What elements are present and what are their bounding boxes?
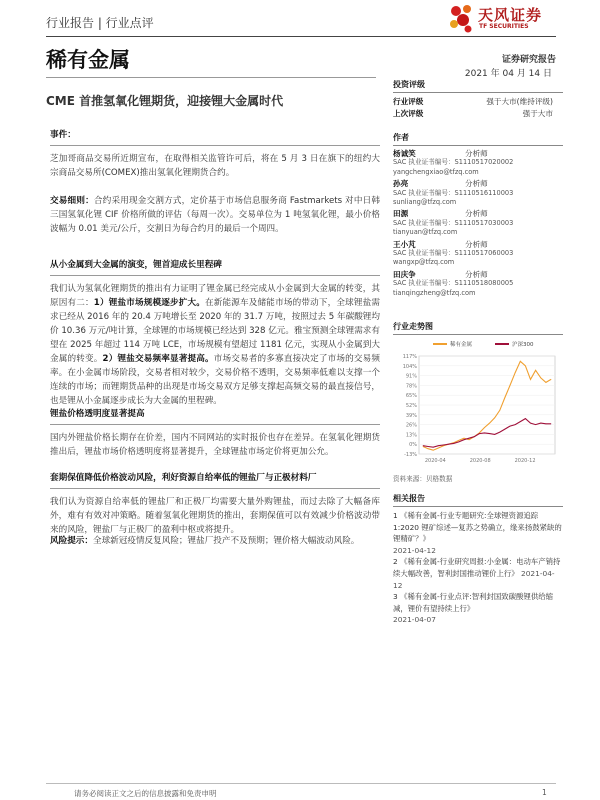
growth-point-1: 1）锂盐市场规模逐步扩大。 [93, 298, 206, 308]
data-point [464, 439, 465, 440]
section-price-transparency [50, 407, 380, 459]
section-rule [50, 145, 380, 146]
analyst-entry [393, 240, 563, 268]
y-tick-label: 117% [402, 354, 417, 360]
page-number: 1 [542, 788, 547, 797]
analyst-cert: SAC 执业证书编号：S1110518080005 [393, 279, 514, 288]
data-point [484, 427, 485, 428]
industry-trend-chart [393, 336, 563, 472]
data-point [438, 445, 439, 446]
event-section [50, 128, 380, 180]
analyst-name: 田源 [393, 209, 409, 219]
data-point [474, 436, 475, 437]
logo-mark-icon [448, 4, 476, 34]
risk-text: 全球新冠疫情反复风险；锂盐厂投产不及预期；锂价格大幅波动风险。 [92, 536, 360, 546]
report-category: 行业报告 | 行业点评 [46, 16, 154, 30]
data-point [551, 379, 552, 380]
data-point [453, 443, 454, 444]
y-tick-label: 26% [405, 422, 417, 429]
data-point [489, 433, 490, 434]
section-hedging [50, 471, 380, 537]
related-report-item[interactable] [393, 556, 563, 591]
data-point [525, 365, 526, 366]
tf-securities-logo [448, 4, 558, 34]
analyst-entry [393, 270, 563, 298]
data-point [520, 421, 521, 422]
related-report-item[interactable] [393, 591, 563, 626]
data-point [525, 418, 526, 419]
data-point [423, 445, 424, 446]
data-point [505, 429, 506, 430]
data-point [551, 423, 552, 424]
x-tick-label: 2020-12 [514, 458, 536, 464]
analyst-role: 分析师 [465, 239, 488, 249]
growth-text-frequency: 市场交易者的多寡直接决定了市场的交易频率。在小金属市场阶段，交易者相对较少，交易价格不透明，交易频率低难以支撑一个连续的市场；而锂期货品种的出现是市场交易双方足够支撑起高频交易的最直接信号，也是锂从小金属逐步成长为大金属的里程碑。 [50, 354, 380, 406]
sidebar-rule [393, 92, 563, 93]
analyst-name: 杨诚笑 [393, 149, 416, 158]
legend-label: 稀有金属 [450, 342, 473, 348]
related-report-title[interactable]: 3 《稀有金属-行业点评:智利封国致碳酸锂供给缩减，锂价有望持续上行》 [393, 592, 554, 613]
data-point [458, 440, 459, 441]
rating-row [393, 96, 563, 108]
report-subtitle: CME 首推氢氧化锂期货，迎接锂大金属时代 [46, 94, 284, 108]
logo-text-cn: 天风证券 [478, 6, 543, 24]
transparency-text: 国内外锂盐价格长期存在价差，国内不同网站的实时报价也存在差异。在氢氧化锂期货推出后，锂盐市场价格透明度将显著提升，全球锂盐市场定价将更加公允。 [50, 433, 380, 457]
y-tick-label: 52% [405, 403, 417, 409]
analyst-email[interactable]: wangxp@tfzq.com [393, 258, 455, 267]
analyst-entry [393, 209, 563, 237]
analyst-cert: SAC 执业证书编号：S1110517020002 [393, 158, 514, 167]
data-point [494, 434, 495, 435]
data-point [484, 433, 485, 434]
related-reports-box [393, 493, 563, 626]
report-date: 2021 年 04 月 14 日 [464, 69, 552, 79]
title-divider [46, 77, 376, 78]
footer-disclaimer: 请务必阅读正文之后的信息披露和免责申明 [74, 789, 217, 798]
event-heading: 事件： [50, 130, 76, 140]
rating-row [393, 108, 563, 120]
section-rule [50, 488, 380, 489]
data-point [428, 446, 429, 447]
section-heading: 锂盐价格透明度显著提高 [50, 409, 145, 419]
y-tick-label: 13% [405, 432, 417, 439]
related-report-title[interactable]: 2 《稀有金属-行业研究周报:小金属：电动车产销持续大幅改善，智利封国推动锂价上行》 [393, 557, 561, 578]
rating-value: 强于大市 [522, 109, 553, 118]
author-heading: 作者 [393, 133, 409, 142]
data-point [515, 372, 516, 373]
chart-source: 资料来源：贝格数据 [393, 475, 453, 483]
data-point [510, 426, 511, 427]
data-point [530, 379, 531, 380]
x-tick-label: 2020-04 [424, 458, 446, 464]
analyst-cert: SAC 执业证书编号：S1110517060003 [393, 249, 514, 258]
analyst-name: 孙亮 [393, 179, 409, 189]
data-point [546, 423, 547, 424]
analyst-entry [393, 149, 563, 177]
growth-text-market: 在新能源车及储能市场的带动下，全球锂盐需求已经从 2016 年的 20.4 万吨增长至 2020 年的 31.7 万吨，按照过去 5 年碳酸锂均价 10.36 万元/吨计算，全球锂的市场规模已经达到 328 亿元。雅宝预测全球锂需求有望在 2025 年超过 114 万吨 LCE，市场规模有望超过 1181 亿元，实现从小金属到大金属的转变。 [50, 298, 380, 364]
page-title: 稀有金属 [46, 48, 130, 72]
related-report-date: 2021-04-12 [393, 568, 555, 590]
y-tick-label: -13% [404, 452, 417, 458]
data-point [535, 370, 536, 371]
y-tick-label: 91% [405, 373, 417, 380]
sidebar-rule [393, 506, 563, 507]
y-tick-label: 104% [402, 363, 417, 370]
data-point [469, 438, 470, 439]
data-point [540, 423, 541, 424]
analyst-entry [393, 179, 563, 207]
section-rule [50, 424, 380, 425]
y-tick-label: 39% [405, 412, 417, 419]
logo-text-en: TF SECURITIES [479, 23, 529, 30]
hedging-text: 我们认为资源自给率低的锂盐厂和正极厂均需要大量外购锂盐，而过去除了大幅备库外，难有有效对冲策略。随着氢氧化锂期货的推出，套期保值可以有效减少价格波动带来的风险，锂盐厂与正极厂的盈利中枢或将提升。 [50, 497, 380, 535]
x-tick-label: 2020-08 [469, 458, 491, 464]
data-point [469, 439, 470, 440]
data-point [499, 410, 500, 411]
data-point [499, 432, 500, 433]
data-point [540, 378, 541, 379]
data-point [530, 423, 531, 424]
risk-label: 风险提示： [50, 536, 93, 546]
series-line-csi300 [423, 419, 551, 448]
analyst-role: 分析师 [465, 269, 488, 279]
analyst-role: 分析师 [465, 179, 488, 189]
data-point [448, 444, 449, 445]
analyst-email[interactable]: tianyuan@tfzq.com [393, 228, 458, 237]
sidebar-rule [393, 145, 563, 146]
growth-text-intro: 我们认为氢氧化锂期货的推出有力证明了锂金属已经完成从小金属到大金属的转变，其原因有二： [50, 284, 380, 308]
related-report-title[interactable]: 1 《稀有金属-行业专题研究:全球锂资源追踪 1:2020 锂矿综述—复苏之势确立，缘来扬鼓紧缺的锂精矿？》 [393, 511, 562, 544]
series-line-rare-metals [423, 361, 551, 450]
section-rule [50, 275, 380, 276]
data-point [443, 445, 444, 446]
footer-divider [46, 783, 556, 784]
trade-rules-paragraph [50, 194, 380, 236]
risk-paragraph [50, 534, 380, 548]
analyst-email[interactable]: tianqingzheng@tfzq.com [393, 288, 476, 297]
analyst-name: 田庆争 [393, 269, 416, 279]
rating-label: 上次评级 [393, 109, 424, 118]
data-point [520, 361, 521, 362]
section-heading: 套期保值降低价格波动风险，利好资源自给率低的锂盐厂与正极材料厂 [50, 473, 317, 483]
analyst-role: 分析师 [465, 209, 488, 219]
event-text: 芝加哥商品交易所近期宣布，在取得相关监管许可后，将在 5 月 3 日在旗下的纽约大宗商品交易所(COMEX)推出氢氧化锂期货合约。 [50, 154, 380, 178]
data-point [515, 424, 516, 425]
report-type: 证券研究报告 [501, 55, 556, 65]
section-lithium-growth [50, 258, 380, 408]
analyst-role: 分析师 [465, 149, 488, 158]
data-point [535, 424, 536, 425]
data-point [546, 382, 547, 383]
data-point [479, 433, 480, 434]
analyst-name: 王小芃 [393, 239, 416, 249]
data-point [464, 438, 465, 439]
analyst-email[interactable]: sunliang@tfzq.com [393, 198, 457, 207]
rating-value: 强于大市(维持评级) [486, 97, 553, 106]
rating-box [393, 79, 563, 120]
trade-rules-label: 交易细则： [50, 196, 94, 206]
growth-point-2: 2）锂盐交易频率显著提高。 [102, 354, 214, 364]
sidebar-rule [393, 334, 563, 335]
data-point [505, 397, 506, 398]
data-point [458, 442, 459, 443]
rating-heading: 投资评级 [393, 80, 425, 89]
analyst-cert: SAC 执业证书编号：S1110517030003 [393, 218, 514, 227]
data-point [438, 448, 439, 449]
data-point [433, 450, 434, 451]
analyst-cert: SAC 执业证书编号：S1110516110003 [393, 188, 514, 197]
y-tick-label: 78% [405, 383, 417, 390]
related-heading: 相关报告 [393, 494, 425, 503]
rating-label: 行业评级 [393, 97, 424, 106]
section-heading: 从小金属到大金属的演变，锂首迎成长里程碑 [50, 260, 222, 270]
data-point [428, 448, 429, 449]
related-report-date: 2021-04-07 [393, 615, 436, 625]
y-tick-label: 0% [409, 442, 417, 449]
data-point [489, 423, 490, 424]
trade-rules-text: 合约采用现金交割方式，定价基于市场信息服务商 Fastmarkets 对中日韩三国氢氧化锂 CIF 价格所做的评估（每周一次）。交易单位为 1 吨氢氧化锂，最小价格波幅为 0.01 美元/公斤，交割日为每合约月的最后一个周四。 [50, 196, 380, 234]
header-divider [46, 36, 556, 37]
analyst-email[interactable]: yangchengxiao@tfzq.com [393, 167, 479, 176]
data-point [510, 385, 511, 386]
legend-label: 沪深300 [512, 342, 534, 348]
data-point [494, 417, 495, 418]
author-box [393, 132, 563, 298]
trend-heading: 行业走势图 [393, 322, 433, 331]
y-tick-label: 65% [405, 393, 417, 400]
data-point [433, 447, 434, 448]
related-report-item[interactable] [393, 510, 563, 556]
related-report-date: 2021-04-12 [393, 545, 436, 555]
